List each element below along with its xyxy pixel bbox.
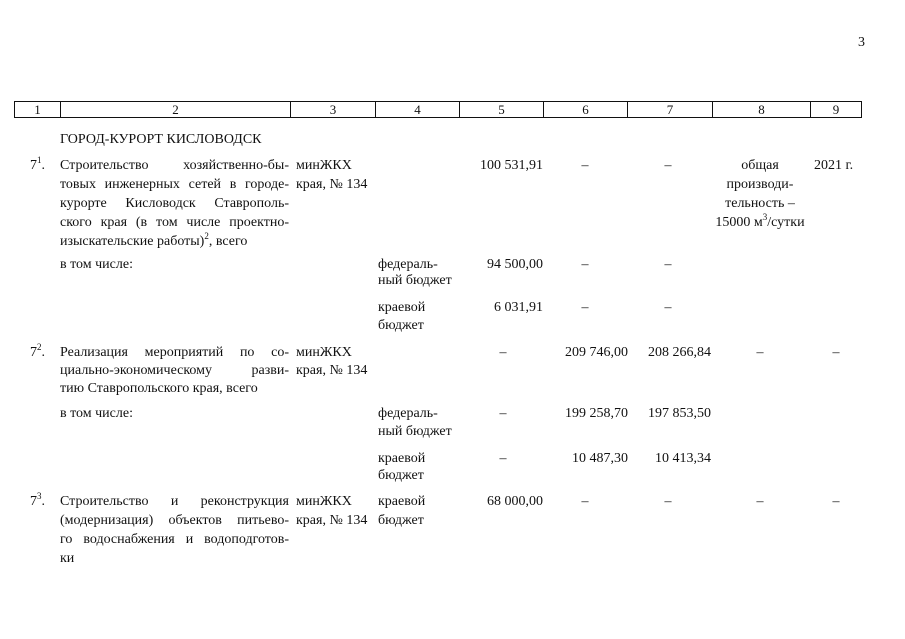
amount-total: –: [499, 345, 507, 360]
amount-total: –: [499, 406, 507, 421]
amount-col7: –: [664, 257, 672, 272]
amount-col7: –: [664, 494, 672, 509]
amount-total: 68 000,00: [487, 494, 543, 509]
header-col-7: 7: [666, 102, 674, 117]
amount-total: 94 500,00: [487, 257, 543, 272]
amount-col6: –: [581, 300, 589, 315]
including-label: в том числе:: [60, 406, 133, 421]
header-col-6: 6: [582, 102, 589, 117]
amount-col6: –: [581, 494, 589, 509]
amount-col6: 209 746,00: [565, 345, 628, 360]
indicator: тельность –: [725, 196, 795, 211]
budget-source: ный бюджет: [378, 273, 452, 288]
header-col-4: 4: [414, 102, 421, 117]
including-label: в том числе:: [60, 257, 133, 272]
amount-col7: 197 853,50: [648, 406, 711, 421]
row-number: $7^2$.: [30, 342, 45, 360]
amount-col6: –: [581, 158, 589, 173]
amount-col6: 10 487,30: [572, 451, 628, 466]
table-header-row: [14, 101, 862, 118]
budget-source: краевой: [378, 300, 426, 315]
item-name-line: го водоснабжения и водоподготов-: [60, 532, 289, 547]
executor: минЖКХ: [296, 494, 352, 509]
executor: минЖКХ: [296, 345, 352, 360]
header-col-1: 1: [34, 102, 41, 117]
year: 2021 г.: [814, 158, 854, 173]
amount-total: 6 031,91: [494, 300, 543, 315]
budget-source: федераль-: [378, 406, 438, 421]
year: –: [832, 494, 840, 509]
budget-source: бюджет: [378, 513, 424, 528]
item-name-line: тию Ставропольского края, всего: [60, 381, 258, 396]
executor: края, № 134: [296, 513, 368, 528]
budget-source: краевой: [378, 451, 426, 466]
amount-total: –: [499, 451, 507, 466]
row-number: $7^3$.: [30, 491, 45, 509]
header-col-8: 8: [758, 102, 765, 117]
item-name-line: Реализация мероприятий по со-: [60, 345, 289, 360]
page-number: 3: [858, 35, 865, 50]
budget-source: ный бюджет: [378, 424, 452, 439]
indicator: –: [756, 345, 764, 360]
item-name-line: Строительство хозяйственно-бы-: [60, 158, 289, 173]
budget-source: бюджет: [378, 318, 424, 333]
item-name-line: (модернизация) объектов питьево-: [60, 513, 289, 528]
amount-col7: 10 413,34: [655, 451, 711, 466]
budget-source: краевой: [378, 494, 426, 509]
amount-col7: –: [664, 158, 672, 173]
item-name-line: Строительство и реконструкция: [60, 494, 289, 509]
item-name-line: изыскательские работы)$^2$, всего: [60, 231, 248, 249]
year: –: [832, 345, 840, 360]
header-col-9: 9: [832, 102, 840, 117]
budget-source: бюджет: [378, 468, 424, 483]
header-col-5: 5: [498, 102, 505, 117]
budget-source: федераль-: [378, 257, 438, 272]
indicator: общая: [741, 158, 779, 173]
amount-total: 100 531,91: [480, 158, 543, 173]
executor: минЖКХ: [296, 158, 352, 173]
amount-col6: –: [581, 257, 589, 272]
amount-col7: 208 266,84: [648, 345, 711, 360]
item-name-line: ского края (в том числе проектно-: [60, 215, 289, 230]
header-col-2: 2: [172, 102, 179, 117]
section-title: ГОРОД-КУРОРТ КИСЛОВОДСК: [60, 132, 262, 147]
item-name-line: курорте Кисловодск Ставрополь-: [60, 196, 289, 211]
amount-col7: –: [664, 300, 672, 315]
executor: края, № 134: [296, 363, 368, 378]
indicator: –: [756, 494, 764, 509]
item-name-line: ки: [60, 551, 75, 566]
indicator: 15000 $м^3$/сутки: [715, 212, 805, 230]
header-col-3: 3: [329, 102, 337, 117]
executor: края, № 134: [296, 177, 368, 192]
row-number: $7^1$.: [30, 155, 45, 173]
item-name-line: товых инженерных сетей в городе-: [60, 177, 289, 192]
amount-col6: 199 258,70: [565, 406, 628, 421]
indicator: производи-: [726, 177, 794, 192]
item-name-line: циально-экономическому разви-: [60, 363, 289, 378]
